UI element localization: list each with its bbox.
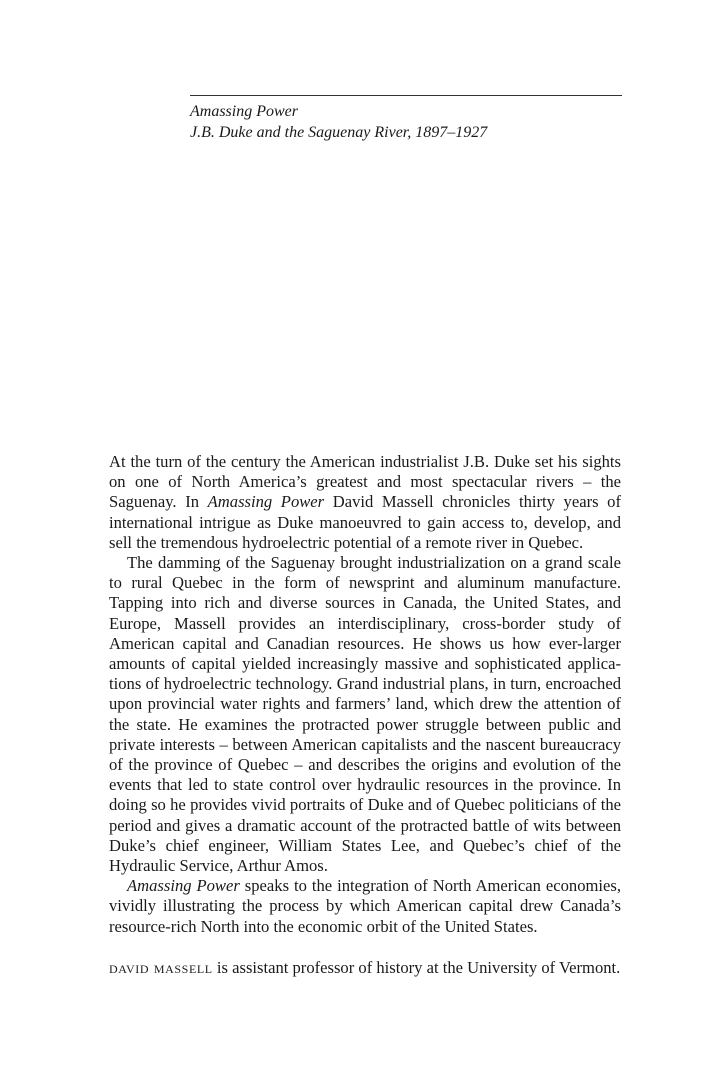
author-bio — [109, 958, 621, 978]
header-rule — [190, 95, 622, 96]
description-paragraph-3 — [109, 876, 621, 937]
book-description — [109, 452, 621, 937]
book-subtitle: J.B. Duke and the Saguenay River, 1897–1927 — [190, 124, 488, 141]
p1-book-title-italic: Amassing Power — [207, 492, 325, 512]
description-paragraph-1 — [109, 452, 621, 553]
p3-book-title-italic: Amassing Power — [127, 876, 240, 896]
author-name: david massell — [109, 958, 213, 977]
book-title-block — [190, 101, 487, 143]
description-paragraph-2: The damming of the Saguenay brought industrialization on a grand scale to rural Quebec in the form of newsprint and aluminum manufacture. Tapping into rich and diverse sources in Canada, the United States, and Europe, Massell provides an interdisciplinary, cross-border study of American capital and Canadian resources. He shows us how ever-larger amounts of capital yielded increasingly massive and sophisticated applications of hydroelectric technology. Grand industrial plans, in turn, encroached upon provincial water rights and farmers’ land, which drew the attention of the state. He examines the protracted power struggle between public and private interests – between American capitalists and the nascent bureaucracy of the province of Quebec – and describes the origins and evolution of the events that led to state control over hydraulic resources in the province. In doing so he provides vivid portraits of Duke and of Quebec politicians of the period and gives a dramatic account of the protracted battle of wits between Duke’s chief engineer, William States Lee, and Quebec’s chief of the Hydraulic Service, Arthur Amos. — [109, 553, 621, 876]
p1-text-before: At the turn of the century the American industrialist J.B. Duke set his sights on one of North America’s greatest and most spectacular rivers – the Saguenay. In — [109, 452, 621, 512]
author-bio-text: is assistant professor of history at the University of Vermont. — [212, 958, 621, 977]
p3-text-after: speaks to the integration of North American economies, vividly illustrating the process by which American capital drew Canada’s resource-rich North into the economic orbit of the United States. — [109, 876, 621, 936]
book-title: Amassing Power — [190, 103, 298, 120]
p1-text-after: David Massell chronicles thirty years of international intrigue as Duke manoeuvred to gain access to, develop, and sell the tremendous hydroelectric potential of a remote river in Quebec. — [109, 492, 622, 552]
